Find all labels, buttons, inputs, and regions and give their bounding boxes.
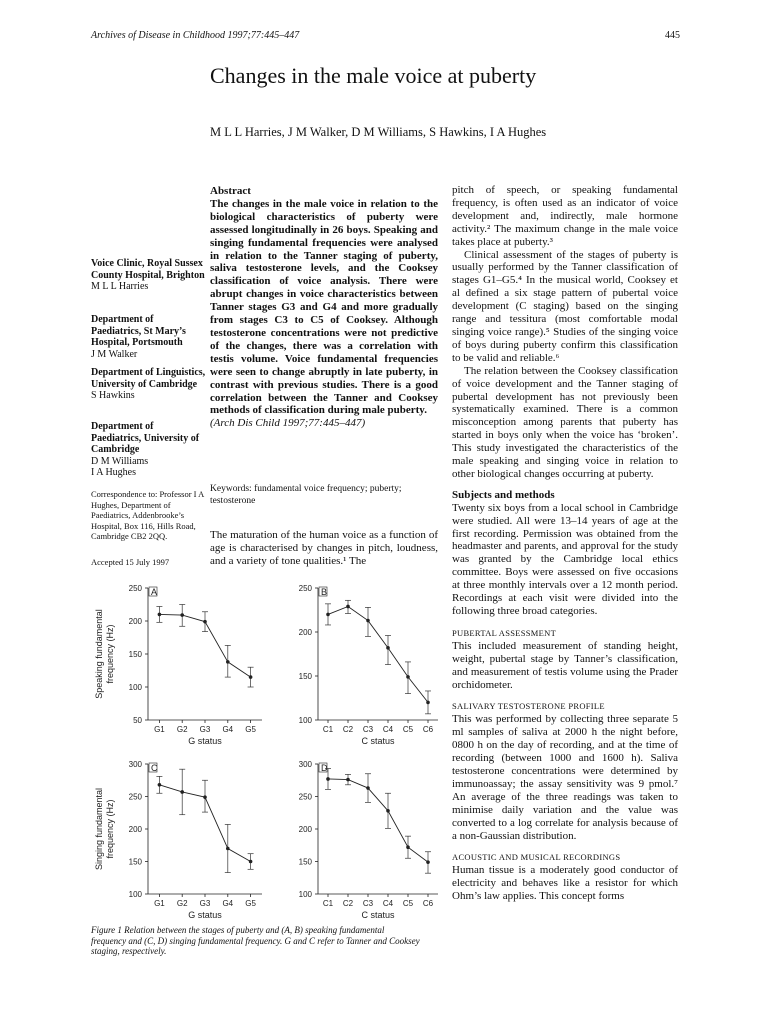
x-tick-label-a: G2 (176, 725, 188, 734)
y-axis-label-singing (94, 788, 115, 870)
paragraph: Human tissue is a moderately good conductor of electricity and behaves like a resistor for which Ohm’s law applies. This concept forms (452, 864, 678, 903)
subsection-heading: PUBERTAL ASSESSMENT (452, 627, 557, 638)
y-axis-label-singing-line-2: frequency (Hz) (105, 799, 115, 859)
x-axis-label-d: C status (361, 910, 395, 920)
data-point-b (366, 619, 370, 623)
abstract-heading: Abstract (210, 185, 251, 197)
series-line-d (328, 779, 428, 862)
paragraph: pitch of speech, or speaking fundamental frequency, is often used as an indicator of voice development and, indirectly, male hormone activity.² The maximum change in the male voice takes place at puberty.³ (452, 184, 678, 248)
author-list: M L L Harries, J M Walker, D M Williams, S Hawkins, I A Hughes (210, 125, 547, 139)
data-point-d (406, 845, 410, 849)
x-tick-label-c: G4 (222, 899, 234, 908)
data-point-a (180, 613, 184, 617)
series-line-b (328, 606, 428, 702)
y-tick-label-c: 100 (128, 890, 142, 899)
data-point-c (226, 847, 230, 851)
abstract-citation: (Arch Dis Child 1997;77:445–447) (210, 417, 366, 430)
y-tick-label-c: 300 (128, 760, 142, 769)
x-tick-label-b: C6 (422, 725, 434, 734)
panel-letter-c: C (151, 763, 158, 773)
data-point-b (426, 701, 430, 705)
y-tick-label-c: 150 (128, 857, 142, 867)
keywords: Keywords: fundamental voice frequency; puberty; testosterone (210, 484, 402, 506)
affiliation-paediatrics-cambridge (91, 421, 206, 479)
affiliation-institution: Voice Clinic, Royal Sussex County Hospital, Brighton (91, 258, 205, 281)
y-tick-label-b: 250 (298, 584, 312, 593)
paragraph: This included measurement of standing height, weight, pubertal stage by Tanner’s classification, and measurement of testis volume using the Prader orchidometer. (452, 639, 678, 691)
x-tick-label-a: G1 (154, 725, 165, 734)
y-tick-label-d: 250 (298, 792, 312, 802)
y-axis-label-speaking (94, 609, 115, 699)
data-point-a (249, 675, 253, 679)
running-header: Archives of Disease in Childhood 1997;77:445–447 (91, 30, 300, 41)
figure-1 (88, 580, 448, 920)
x-tick-label-b: C2 (342, 725, 354, 734)
x-tick-label-b: C4 (382, 725, 394, 734)
y-axis-label-speaking-line-1: Speaking fundamental (94, 609, 104, 699)
x-tick-label-a: G3 (199, 725, 211, 734)
paragraph: The relation between the Cooksey classification of voice development and the Tanner staging of pubertal development has not previously been systematically examined. There is a common misconception among parents that puberty has started in boys only when the voice has ‘broken’. This study investigated the characteristics of the male speaking and singing voice in relation to other biological changes occurring at puberty. (452, 364, 678, 480)
affiliation-person: I A Hughes (91, 467, 136, 478)
y-tick-label-a: 150 (128, 650, 142, 659)
paragraph: Clinical assessment of the stages of puberty is usually performed by the Tanner classification of stages G1–G5.⁴ In the musical world, Cooksey et al defined a six stage pattern of pubertal voice development (C staging) based on the singing range and tessitura (most comfortable modal singing voice range).⁵ Studies of the singing voice of boys during puberty confirm this classification to be valid and reliable.⁶ (452, 248, 678, 364)
affiliation-institution: Department of Linguistics, University of Cambridge (91, 367, 206, 390)
data-point-c (249, 860, 253, 864)
data-point-d (326, 777, 330, 781)
data-point-d (426, 860, 430, 864)
figure-caption: Figure 1 Relation between the stages of puberty and (A, B) speaking fundamental frequency and (C, D) singing fundamental frequency. G and C refer to Tanner and Cooksey staging, respectively. (91, 925, 420, 956)
panel-letter-b: B (321, 587, 328, 597)
x-tick-label-d: C5 (402, 899, 414, 908)
data-point-b (386, 646, 390, 650)
panel-letter-d: D (321, 763, 328, 773)
x-tick-label-a: G5 (245, 725, 256, 734)
x-axis-label-b: C status (361, 736, 395, 746)
data-point-b (406, 675, 410, 679)
y-tick-label-d: 200 (298, 825, 312, 834)
x-tick-label-d: C3 (362, 899, 374, 908)
abstract (210, 185, 438, 430)
data-point-d (346, 778, 350, 782)
article-title: Changes in the male voice at puberty (210, 63, 537, 88)
data-point-b (326, 613, 330, 617)
section-heading: Subjects and methods (452, 488, 555, 501)
affiliation-institution: Department of Paediatrics, St Mary’s Hospital, Portsmouth (91, 314, 186, 348)
y-tick-label-d: 100 (298, 890, 312, 899)
x-tick-label-b: C5 (402, 725, 414, 734)
paragraph: This was performed by collecting three separate 5 ml samples of saliva at 2000 h the night before, 0800 h on the day of recording, and at the time of recording (between 1000 and 1600 h). Saliva testosterone concentrations were determined by immunoassay; the assay sensitivity was 9 pmol.⁷ An average of the three readings was taken to minimise daily variation and the value was converted to a log correlate for analysis because of a non-Gaussian distribution. (452, 713, 678, 842)
subsection-heading: ACOUSTIC AND MUSICAL RECORDINGS (452, 852, 621, 863)
page-number: 445 (665, 30, 680, 41)
x-tick-label-a: G4 (222, 725, 234, 734)
x-tick-label-c: G5 (245, 899, 256, 908)
y-axis-label-singing-line-1: Singing fundamental (94, 787, 104, 871)
accepted-date: Accepted 15 July 1997 (91, 557, 170, 567)
figure-1-charts (88, 580, 448, 920)
panel-letter-a: A (151, 587, 158, 597)
y-tick-label-a: 250 (128, 584, 142, 593)
x-tick-label-d: C1 (322, 899, 334, 908)
affiliation-person: D M Williams (91, 455, 149, 467)
y-tick-label-b: 100 (298, 716, 312, 725)
data-point-d (386, 809, 390, 813)
x-tick-label-d: C6 (422, 899, 434, 908)
affiliation-brighton (91, 258, 206, 293)
x-tick-label-d: C4 (382, 899, 394, 908)
data-point-b (346, 605, 350, 609)
affiliation-person: J M Walker (91, 348, 138, 360)
affiliation-person: S Hawkins (91, 390, 135, 401)
x-tick-label-c: G2 (176, 899, 188, 908)
y-tick-label-c: 200 (128, 825, 142, 834)
data-point-a (226, 660, 230, 664)
x-tick-label-d: C2 (342, 899, 354, 908)
correspondence: Correspondence to: Professor I A Hughes, Department of Paediatrics, Addenbrooke’s Hospital, Box 116, Hills Road, Cambridge CB2 2QQ. (91, 489, 204, 541)
affiliation-person: M L L Harries (91, 281, 149, 292)
y-tick-label-a: 50 (133, 716, 142, 725)
data-point-a (203, 620, 207, 624)
data-point-c (158, 783, 162, 787)
affiliation-portsmouth (91, 314, 206, 360)
x-tick-label-b: C1 (322, 725, 334, 734)
right-column (452, 184, 678, 903)
y-tick-label-d: 150 (298, 857, 312, 867)
data-point-c (203, 795, 207, 799)
x-tick-label-c: G1 (154, 899, 165, 908)
affiliation-institution: Department of Paediatrics, University of Cambridge (91, 421, 200, 455)
intro-paragraph: The maturation of the human voice as a function of age is characterised by changes in pitch, loudness, and a variety of tone qualities.¹ The (210, 529, 438, 567)
y-tick-label-a: 100 (128, 683, 142, 692)
data-point-a (158, 613, 162, 617)
y-axis-label-speaking-line-2: frequency (Hz) (105, 624, 115, 684)
y-tick-label-c: 250 (128, 792, 142, 802)
x-axis-label-c: G status (188, 910, 222, 920)
y-tick-label-a: 200 (128, 617, 142, 626)
y-tick-label-b: 200 (298, 628, 312, 637)
affiliation-linguistics (91, 367, 206, 402)
paragraph: Twenty six boys from a local school in Cambridge were studied. All were 13–14 years of age at the first recording. Permission was obtained from the headmaster and parents, and approval for the study was granted by the Cambridge local ethics committee. Boys were assessed on five occasions at three monthly intervals over a 12 month period. Recordings at each visit were divided into the following three broad categories. (452, 501, 678, 617)
data-point-d (366, 786, 370, 790)
abstract-body: The changes in the male voice in relation to the biological characteristics of puberty were assessed longitudinally in 26 boys. Speaking and singing fundamental frequencies were analysed in relation to the Tanner staging of puberty, saliva testosterone levels, and the Cooksey classification of voice analysis. There were abrupt changes in voice characteristics between Tanner stages G3 and G4 and more gradually from stages C3 to C5 of Cooksey. Although testosterone concentrations were not predictive of the changes, there was a correlation with testis volume. Voice fundamental frequencies were seen to change abruptly in late puberty, in contrast with previous studies. There is a good correlation between the Tanner and Cooksey methods of classification during male puberty. (210, 197, 438, 417)
data-point-c (180, 790, 184, 794)
x-axis-label-a: G status (188, 736, 222, 746)
subsection-heading: SALIVARY TESTOSTERONE PROFILE (452, 701, 605, 712)
x-tick-label-c: G3 (199, 899, 211, 908)
x-tick-label-b: C3 (362, 725, 374, 734)
y-tick-label-d: 300 (298, 760, 312, 769)
y-tick-label-b: 150 (298, 672, 312, 681)
